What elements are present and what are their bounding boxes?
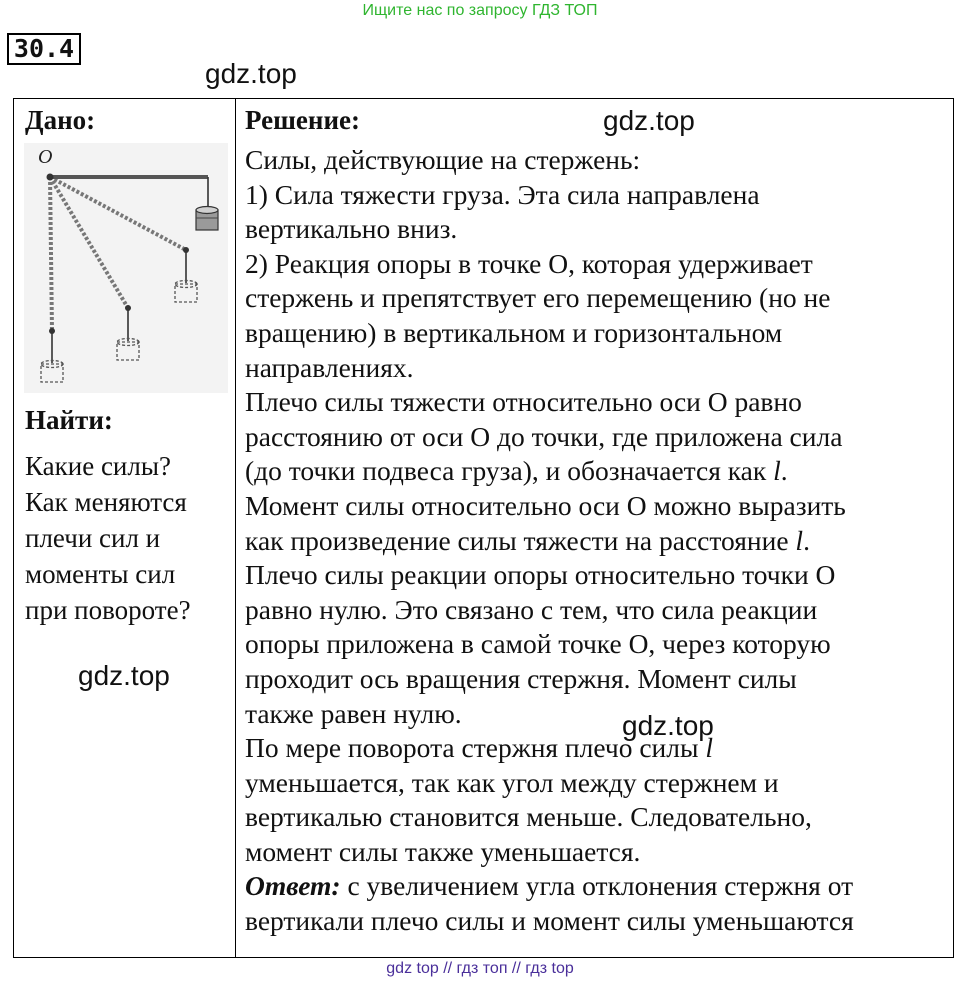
solution-line: опоры приложена в самой точке О, через которую	[245, 628, 831, 660]
line-text: По мере поворота стержня плечо силы	[245, 732, 706, 764]
find-questions	[25, 448, 230, 628]
solution-line: также равен нулю.	[245, 697, 462, 729]
find-line: Какие силы?	[25, 451, 171, 481]
solution-line: вращению) в вертикальном и горизонтальном	[245, 316, 783, 348]
solution-body	[245, 143, 950, 939]
pendulum-figure	[24, 143, 228, 393]
solution-line: стержень и препятствует его перемещению (но не	[245, 282, 831, 314]
watermark-1: gdz.top	[205, 58, 297, 89]
symbol-l: l	[795, 524, 804, 556]
solution-line: момент силы также уменьшается.	[245, 835, 641, 867]
pivot-point	[47, 174, 54, 181]
solution-line: равно нулю. Это связано с тем, что сила реакции	[245, 593, 818, 625]
task-number: 30.4	[7, 33, 81, 65]
solution-line: 1) Сила тяжести груза. Эта сила направлена	[245, 178, 760, 210]
weight-solid	[196, 207, 218, 231]
footer-links[interactable]: gdz top // гдз топ // гдз top	[386, 960, 574, 977]
solution-line: вертикально вниз.	[245, 213, 458, 245]
table-divider	[235, 98, 236, 958]
solution-heading: Решение:	[245, 105, 360, 135]
solution-line: Плечо силы тяжести относительно оси О равно	[245, 386, 802, 418]
line-text: (до точки подвеса груза), и обозначается как	[245, 455, 774, 487]
find-line: при повороте?	[25, 595, 191, 625]
solution-line: вертикалью становится меньше. Следовательно,	[245, 801, 812, 833]
find-line: Как меняются	[25, 487, 187, 517]
find-line: плечи сил и	[25, 523, 161, 553]
search-banner[interactable]: Ищите нас по запросу ГДЗ ТОП	[362, 2, 598, 19]
solution-line: Силы, действующие на стержень:	[245, 144, 641, 175]
solution-line: Момент силы относительно оси О можно выразить	[245, 489, 846, 521]
solution-line: Плечо силы реакции опоры относительно точки О	[245, 559, 836, 591]
line-text: как произведение силы тяжести на расстояние	[245, 524, 796, 556]
find-heading: Найти:	[25, 405, 113, 435]
answer-label: Ответ:	[245, 870, 341, 902]
watermark-4: gdz.top	[622, 710, 714, 741]
answer-text: с увеличением угла отклонения стержня от	[340, 870, 854, 902]
solution-line	[245, 731, 950, 766]
period: .	[780, 455, 788, 487]
solution-line	[245, 524, 950, 559]
solution-line: проходит ось вращения стержня. Момент силы	[245, 662, 797, 694]
watermark-3: gdz.top	[603, 105, 695, 136]
period: .	[803, 524, 810, 556]
symbol-l: l	[705, 732, 713, 764]
solution-line: направлениях.	[245, 351, 414, 383]
answer-line: вертикали плечо силы и момент силы уменьшаются	[245, 905, 854, 937]
solution-line	[245, 454, 950, 489]
solution-line: 2) Реакция опоры в точке О, которая удерживает	[245, 247, 813, 279]
watermark-2: gdz.top	[78, 660, 170, 691]
symbol-l: l	[773, 455, 781, 487]
find-line: моменты сил	[25, 559, 176, 589]
given-heading: Дано:	[25, 105, 96, 135]
pivot-label: O	[38, 146, 53, 168]
answer-line	[245, 869, 950, 904]
solution-line: расстоянию от оси О до точки, где приложена сила	[245, 420, 843, 452]
solution-line: уменьшается, так как угол между стержнем и	[245, 766, 779, 798]
